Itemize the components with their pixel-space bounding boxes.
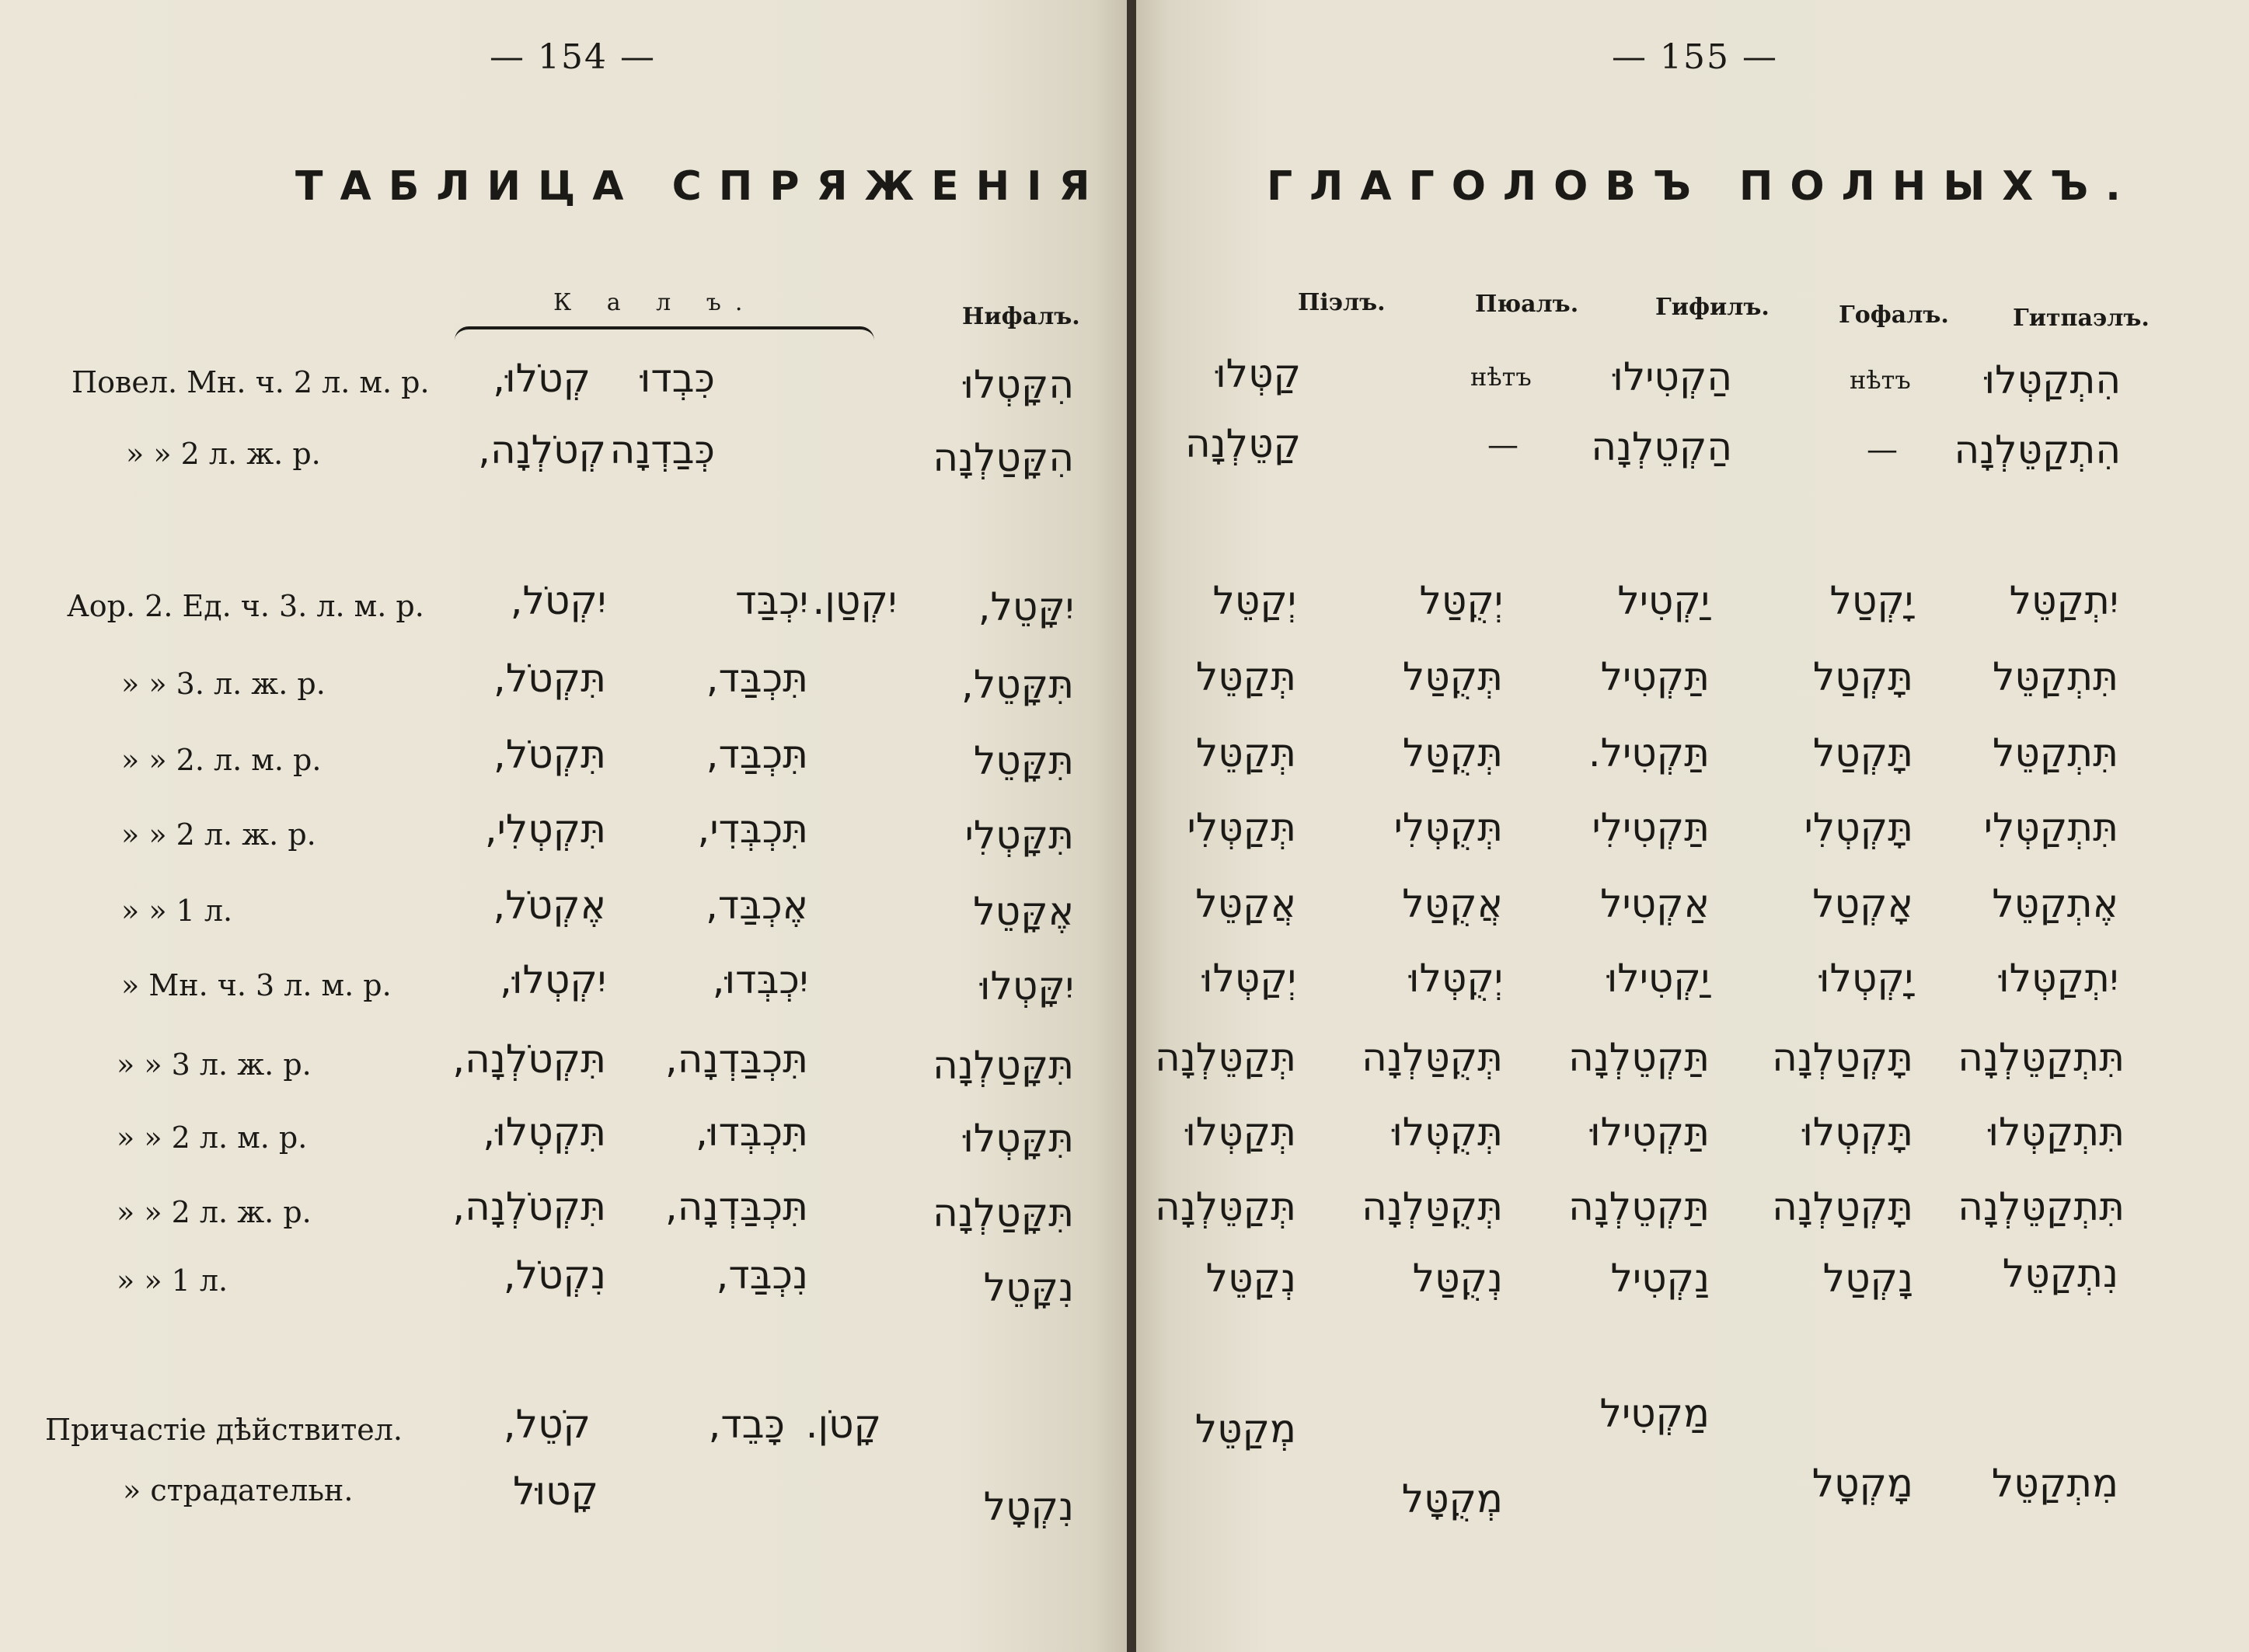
hofal-form: תָּקְטַל [1812, 730, 1913, 775]
piel-form: יְקַטֵּל [1212, 578, 1296, 623]
kal-form: תִּקְטֹל, [493, 656, 606, 701]
nifal-form: תִּקָּטֵל [973, 738, 1074, 783]
hofal-form: מָקְטָל [1811, 1461, 1913, 1506]
col-header-pual: Пюалъ. [1475, 291, 1579, 318]
row-label: » » 2 л. ж. р. [121, 817, 316, 852]
kal-form: תִּכְבְּדִי, [697, 807, 808, 852]
kal-form: יִקְטַן. [812, 578, 897, 623]
hifil-form: נַקְטִיל [1610, 1256, 1710, 1301]
hifil-form: הַקְטִילוּ [1613, 354, 1732, 399]
col-header-hifil: Гифилъ. [1655, 294, 1770, 321]
pual-form: — [1487, 427, 1519, 463]
hofal-form: תָּקְטַלְנָה [1772, 1035, 1913, 1080]
hitpael-form: הִתְקַטְּלוּ [1984, 357, 2121, 403]
right-page [1136, 0, 2249, 1652]
pual-form: תְּקֻטְּלוּ [1392, 1110, 1503, 1155]
hifil-form: תַּקְטִילִי [1592, 805, 1710, 850]
kal-form: נִכְבַּד, [716, 1253, 808, 1298]
hitpael-form: תִּתְקַטֵּל [1992, 730, 2118, 775]
kal-form: קָטוּל [513, 1469, 598, 1514]
hifil-form: תַּקְטֵלְנָה [1568, 1035, 1710, 1080]
row-label: » » 1 л. [121, 894, 233, 928]
hofal-form: יָקְטְלוּ [1818, 956, 1913, 1001]
kal-form: קְטֹלוּ, [493, 356, 591, 401]
pual-form: תְּקֻטַּלְנָה [1362, 1184, 1503, 1229]
pual-form: תְּקֻטְּלִי [1393, 805, 1503, 850]
hitpael-form: תִּתְקַטְּלִי [1983, 805, 2118, 850]
kal-form: תִּכְבַּד, [706, 732, 808, 777]
hifil-form: יַקְטִיל [1617, 578, 1710, 623]
hitpael-form: אֶתְקַטֵּל [1992, 881, 2118, 926]
row-label: » » 2 л. ж. р. [126, 437, 321, 471]
hofal-form: אָקְטַל [1812, 881, 1913, 926]
kal-form: כְּבַדְנָה [609, 427, 715, 472]
piel-form: תְּקַטְּלִי [1187, 805, 1296, 850]
nifal-form: תִּקָּטַלְנָה [933, 1043, 1074, 1088]
pual-form: יְקֻטַּל [1419, 578, 1503, 623]
row-label: » страдательн. [123, 1473, 354, 1507]
hitpael-form: תִּתְקַטֵּל [1992, 654, 2118, 699]
kal-form: נִקְטֹל, [503, 1253, 606, 1298]
kal-form: אֶקְטֹל, [493, 883, 606, 928]
kal-form: תִּקְטְלִי, [484, 807, 606, 852]
row-label: » » 2. л. м. р. [121, 743, 322, 777]
hifil-form: תַּקְטֵלְנָה [1568, 1184, 1710, 1229]
pual-form: תְּקֻטַּלְנָה [1362, 1035, 1503, 1080]
kal-form: תִּכְבַּדְנָה, [664, 1184, 808, 1229]
kal-form: קְטֹלְנָה, [478, 427, 606, 472]
nifal-form: יִקָּטְלוּ [979, 964, 1074, 1009]
nifal-form: יִקָּטֵל, [978, 584, 1074, 629]
hitpael-form: מִתְקַטֵּל [1991, 1461, 2118, 1506]
kal-form: תִּקְטֹלְנָה, [452, 1184, 606, 1229]
piel-form: נְקַטֵּל [1205, 1256, 1296, 1301]
pual-form: אֲקֻטַּל [1402, 881, 1503, 926]
title-left: ТАБЛИЦА СПРЯЖЕНІЯ [295, 163, 1107, 210]
row-label: Аор. 2. Ед. ч. 3. л. м. р. [67, 589, 424, 623]
hofal-form: — [1867, 432, 1898, 468]
kal-brace [455, 326, 874, 340]
piel-form: קַטְּלוּ [1215, 351, 1301, 396]
nifal-form: נִקְטָל [983, 1484, 1074, 1529]
kal-form: תִּכְבַּדְנָה, [664, 1037, 808, 1082]
hifil-form: יַקְטִילוּ [1606, 956, 1710, 1001]
hifil-form: תַּקְטִילוּ [1590, 1110, 1710, 1155]
kal-form: יִקְטְלוּ, [499, 957, 606, 1002]
pual-form: תְּקֻטַּל [1402, 654, 1503, 699]
piel-form: קַטֵּלְנָה [1185, 421, 1301, 466]
row-label: » » 2 л. м. р. [117, 1121, 308, 1155]
hitpael-form: תִּתְקַטֵּלְנָה [1958, 1184, 2125, 1229]
hofal-form: нѣтъ [1850, 365, 1911, 395]
book-gutter [1127, 0, 1136, 1652]
piel-form: יְקַטְּלוּ [1201, 956, 1296, 1001]
hofal-form: תָּקְטַלְנָה [1772, 1184, 1913, 1229]
piel-form: תְּקַטֵּלְנָה [1155, 1035, 1296, 1080]
pual-form: תְּקֻטַּל [1402, 730, 1503, 775]
page-number-left: — 154 — [490, 37, 656, 77]
pual-form: נְקֻטַּל [1412, 1256, 1503, 1301]
kal-form: תִּכְבַּד, [706, 656, 808, 701]
hitpael-form: תִּתְקַטֵּלְנָה [1958, 1035, 2125, 1080]
row-label: » » 3 л. ж. р. [117, 1047, 312, 1082]
pual-form: מְקֻטָּל [1401, 1476, 1503, 1521]
kal-form: קָטֹן. [805, 1402, 881, 1447]
hitpael-form: נִתְקַטֵּל [2002, 1251, 2118, 1296]
kal-form: יִכְבְּדוּ, [712, 957, 808, 1002]
row-label: » » 2 л. ж. р. [117, 1195, 312, 1229]
hitpael-form: תִּתְקַטְּלוּ [1988, 1110, 2125, 1155]
col-header-kal: К а л ъ. [553, 289, 757, 316]
nifal-form: הִקָּטְלוּ [963, 362, 1074, 407]
row-label: » Мн. ч. 3 л. м. р. [121, 968, 392, 1002]
col-header-nifal: Нифалъ. [962, 303, 1080, 330]
page-number-right: — 155 — [1612, 37, 1778, 77]
hitpael-form: יִתְקַטְּלוּ [1999, 956, 2118, 1001]
hofal-form: תָּקְטַל [1812, 654, 1913, 699]
hifil-form: הַקְטֵלְנָה [1591, 424, 1732, 469]
nifal-form: אֶקָּטֵל [973, 889, 1074, 934]
kal-form: תִּקְטֹלְנָה, [452, 1037, 606, 1082]
piel-form: תְּקַטְּלוּ [1185, 1110, 1296, 1155]
hofal-form: נָקְטַל [1822, 1256, 1913, 1301]
kal-form: תִּכְבְּדוּ, [695, 1110, 808, 1155]
col-header-hofal: Гофалъ. [1839, 301, 1949, 329]
row-label: » » 3. л. ж. р. [121, 667, 326, 701]
pual-form: нѣтъ [1470, 362, 1532, 392]
piel-form: תְּקַטֵּל [1195, 654, 1296, 699]
col-header-piel: Піэлъ. [1298, 289, 1386, 316]
hifil-form: תַּקְטִיל [1600, 654, 1710, 699]
piel-form: תְּקַטֵּל [1195, 730, 1296, 775]
row-label: Причастіе дѣйствител. [45, 1413, 403, 1447]
pual-form: יְקֻטְּלוּ [1408, 956, 1503, 1001]
hofal-form: תָּקְטְלִי [1804, 805, 1913, 850]
row-label: » » 1 л. [117, 1263, 228, 1298]
nifal-form: תִּקָּטַלְנָה [933, 1190, 1074, 1236]
kal-form: יִקְטֹל, [510, 578, 606, 623]
kal-form: כִּבְדוּ [640, 356, 715, 401]
hifil-form: מַקְטִיל [1599, 1391, 1710, 1436]
hifil-form: תַּקְטִיל. [1588, 730, 1710, 775]
nifal-form: תִּקָּטֵל, [961, 662, 1074, 707]
nifal-form: הִקָּטַלְנָה [933, 435, 1074, 480]
kal-form: תִּקְטְלוּ, [483, 1110, 606, 1155]
title-right: ГЛАГОЛОВЪ ПОЛНЫХЪ. [1267, 163, 2138, 210]
kal-form: אֶכְבַּד, [706, 883, 808, 928]
piel-form: אֲקַטֵּל [1195, 881, 1296, 926]
kal-form: תִּקְטֹל, [493, 732, 606, 777]
piel-form: מְקַטֵּל [1194, 1406, 1296, 1452]
nifal-form: נִקָּטֵל [983, 1265, 1074, 1310]
hofal-form: יָקְטַל [1829, 578, 1913, 623]
nifal-form: תִּקָּטְלִי [964, 813, 1074, 858]
hitpael-form: הִתְקַטֵּלְנָה [1954, 427, 2121, 472]
hifil-form: אַקְטִיל [1600, 881, 1710, 926]
piel-form: תְּקַטֵּלְנָה [1155, 1184, 1296, 1229]
kal-form: יִכְבַּד [735, 578, 808, 623]
col-header-hitpael: Гитпаэлъ. [2013, 305, 2150, 332]
hofal-form: תָּקְטְלוּ [1802, 1110, 1913, 1155]
hitpael-form: יִתְקַטֵּל [2009, 578, 2118, 623]
kal-form: כָּבֵד, [708, 1402, 785, 1447]
nifal-form: תִּקָּטְלוּ [963, 1116, 1074, 1161]
kal-form: קֹטֵל, [503, 1402, 591, 1447]
row-label: Повел. Мн. ч. 2 л. м. р. [71, 365, 430, 399]
